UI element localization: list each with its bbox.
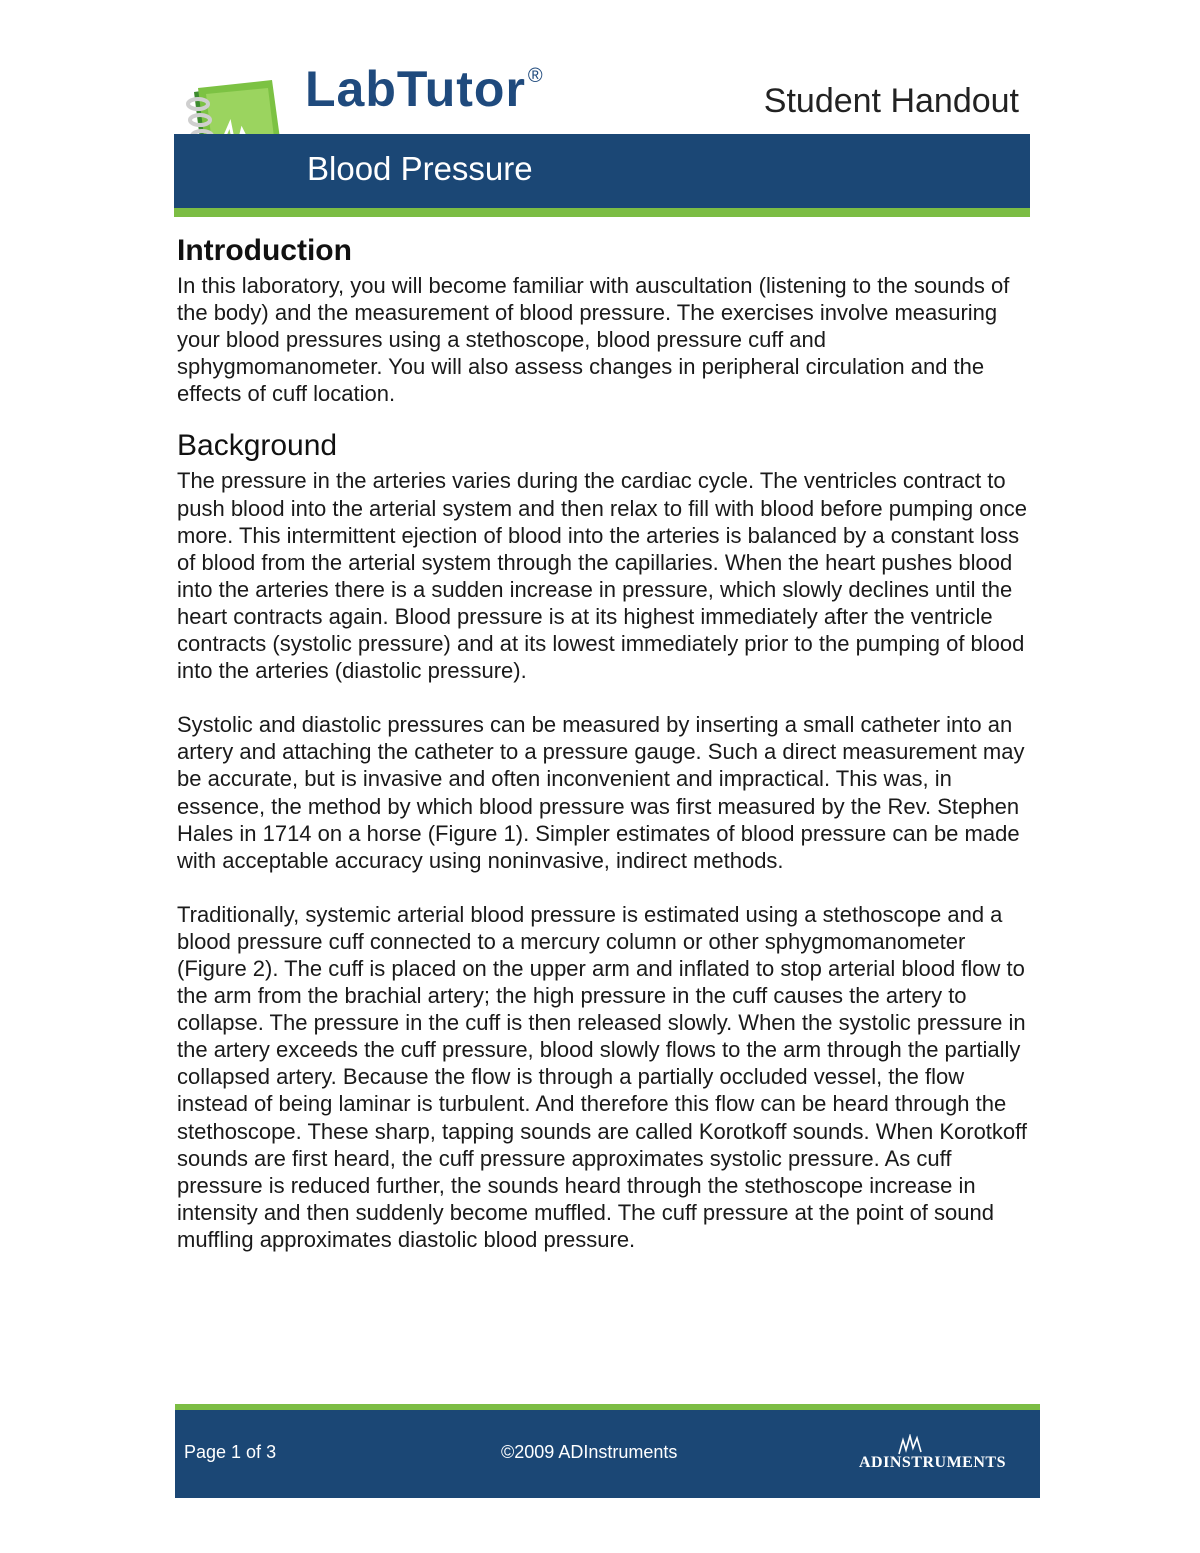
- page-number: Page 1 of 3: [184, 1442, 277, 1462]
- handout-label: Student Handout: [763, 82, 1019, 120]
- page-footer: [175, 1404, 1040, 1498]
- introduction-heading: Introduction: [177, 234, 352, 267]
- title-band: [174, 134, 1030, 208]
- adinstruments-wordmark: ADINSTRUMENTS: [859, 1454, 1006, 1471]
- background-paragraph: The pressure in the arteries varies during the cardiac cycle. The ventricles contract to push blood into the arterial system and then relax to fill with blood before pumping once more. This intermittent ejection of blood into the arteries is balanced by a constant loss of blood from the arterial system through the capillaries. When the heart pushes blood into the arteries there is a sudden increase in pressure, which slowly declines until the heart contracts again. Blood pressure is at its highest immediately after the ventricle contracts (systolic pressure) and at its lowest immediately prior to the pumping of blood into the arteries (diastolic pressure).: [177, 468, 1027, 684]
- introduction-paragraph: In this laboratory, you will become familiar with auscultation (listening to the sounds of the body) and the measurement of blood pressure. The exercises involve measuring your blood pressures using a stethoscope, blood pressure cuff and sphygmomanometer. You will also assess changes in peripheral circulation and the effects of cuff location.: [177, 273, 1010, 407]
- adinstruments-logo: [859, 1434, 1029, 1474]
- green-rule: [174, 208, 1030, 217]
- lab-title: Blood Pressure: [307, 150, 533, 187]
- document-body: [177, 234, 1027, 1253]
- footer-green-rule: [175, 1404, 1040, 1410]
- brand-logo: [305, 61, 544, 117]
- background-paragraph: Systolic and diastolic pressures can be measured by inserting a small catheter into an artery and attaching the catheter to a pressure gauge. Such a direct measurement may be accurate, but is invasive and often inconvenient and impractical. This was, in essence, the method by which blood pressure was first measured by the Rev. Stephen Hales in 1714 on a horse (Figure 1). Simpler estimates of blood pressure can be made with acceptable accuracy using noninvasive, indirect methods.: [177, 712, 1025, 873]
- adinstruments-logo-icon: [897, 1434, 923, 1456]
- copyright-notice: ©2009 ADInstruments: [501, 1442, 678, 1462]
- page-header: [0, 0, 1200, 225]
- registered-mark: ®: [527, 65, 544, 87]
- background-paragraph: Traditionally, systemic arterial blood pressure is estimated using a stethoscope and a blood pressure cuff connected to a mercury column or other sphygmomanometer (Figure 2). The cuff is placed on the upper arm and inflated to stop arterial blood flow to the arm from the brachial artery; the high pressure in the cuff causes the artery to collapse. The pressure in the cuff is then released slowly. When the systolic pressure in the artery exceeds the cuff pressure, blood slowly flows to the arm through the partially collapsed artery. Because the flow is through a partially occluded vessel, the flow instead of being laminar is turbulent. And therefore this flow can be heard through the stethoscope. These sharp, tapping sounds are called Korotkoff sounds. When Korotkoff sounds are first heard, the cuff pressure approximates systolic pressure. As cuff pressure is reduced further, the sounds heard through the stethoscope increase in intensity and then suddenly become muffled. The cuff pressure at the point of sound muffling approximates diastolic blood pressure.: [177, 901, 1027, 1252]
- brand-name: LabTutor: [305, 61, 526, 117]
- background-heading: Background: [177, 429, 338, 463]
